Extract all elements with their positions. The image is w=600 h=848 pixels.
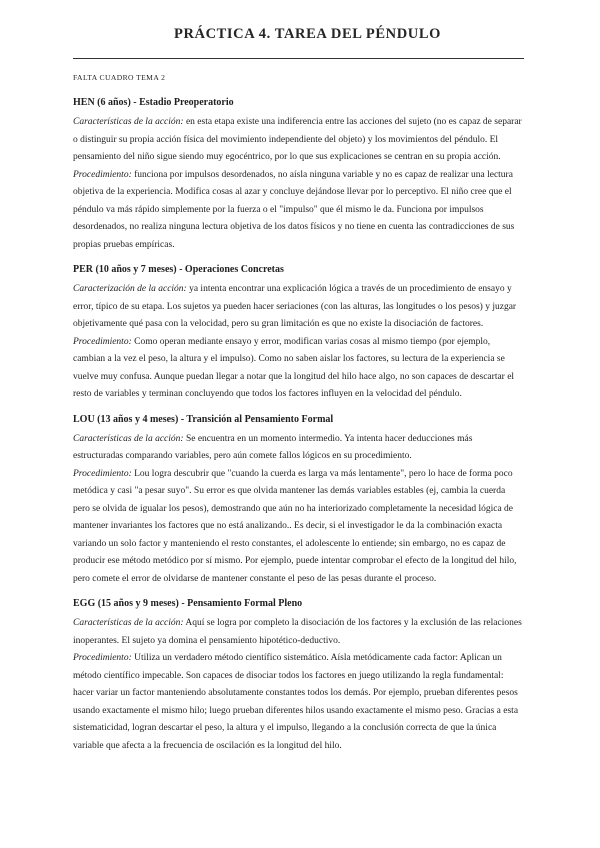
paragraph-text: Lou logra descubrir que "cuando la cuerda es larga va más lentamente", pero lo hace de forma poco metódica y casi "a pesar suyo". Su error es que olvida mantener las demás variables estables (ej, cambia la cuerda pero se olvida de igualar los pesos), demostrando que aún no ha interiorizado completamente la necesidad lógica de mantener invariantes los factores que no está analizando.. Es decir, si el investigador le da la combinación exacta variando un solo factor y manteniendo el resto constantes, el adolescente lo entiende; sin embargo, no es capaz de producir ese método metódico por sí mismo. Por ejemplo, puede intentar comprobar el efecto de la longitud del hilo, pero comete el error de olvidarse de mantener constante el peso de las pesas durante el proceso.: [73, 468, 517, 584]
section-heading: PER (10 años y 7 meses) - Operaciones Concretas: [73, 264, 284, 275]
section-heading: HEN (6 años) - Estadio Preoperatorio: [73, 97, 234, 108]
paragraph-label: Procedimiento:: [73, 468, 132, 479]
paragraph-label: Características de la acción:: [73, 117, 184, 127]
paragraph-text: funciona por impulsos desordenados, no aísla ninguna variable y no es capaz de realizar una lectura objetiva de la experiencia. Modifica cosas al azar y concluye dejándose llevar por lo perceptivo. El niño cree que el péndulo va más rápido simplemente por la fuerza o el "impulso" que él mismo le da. Funciona por impulsos desordenados, no realiza ninguna lectura objetiva de los datos físicos y no tiene en cuenta las contradicciones de sus propias pruebas empíricas.: [73, 169, 515, 250]
paragraph-label: Caracterización de la acción:: [73, 284, 187, 294]
paragraph-text: Aquí se logra por completo la disociación de los factores y la exclusión de las relaciones inoperantes. El sujeto ya domina el pensamiento hipotético-deductivo.: [73, 618, 522, 646]
paragraph-label: Características de la acción:: [73, 618, 184, 628]
section-paragraph: [73, 431, 524, 466]
section-paragraph: [73, 650, 524, 755]
section-hen: [73, 96, 524, 254]
paragraph-text: en esta etapa existe una indiferencia entre las acciones del sujeto (no es capaz de separar o distinguir su propia acción física del movimiento independiente del objeto) y los movimientos del péndulo. El pensamiento del niño sigue siendo muy egocéntrico, por lo que sus explicaciones se centran en su propia acción.: [73, 117, 522, 162]
section-paragraph: [73, 114, 524, 167]
missing-chart-note: FALTA CUADRO TEMA 2: [73, 73, 166, 82]
paragraph-text: ya intenta encontrar una explicación lógica a través de un procedimiento de ensayo y error, típico de su etapa. Los sujetos ya pueden hacer seriaciones (con las alturas, las longitudes o los pesos) y juzgar objetivamente qué pasa con la velocidad, pero su gran limitación es que no existe la disociación de factores.: [73, 284, 517, 329]
section-heading: EGG (15 años y 9 meses) - Pensamiento Formal Pleno: [73, 598, 303, 609]
paragraph-text: Como operan mediante ensayo y error, modifican varias cosas al mismo tiempo (por ejemplo, cambian a la vez el peso, la altura y el impulso). Como no saben aislar los factores, su lectura de la experiencia se vuelve muy confusa. Aunque puedan llegar a notar que la longitud del hilo hace algo, no son capaces de descartar el resto de variables y terminan concluyendo que todos los factores influyen en la velocidad del péndulo.: [73, 336, 515, 399]
page-title: PRÁCTICA 4. TAREA DEL PÉNDULO: [173, 26, 442, 42]
section-paragraph: [73, 334, 524, 404]
paragraph-label: Características de la acción:: [73, 433, 184, 444]
section-lou: [73, 413, 524, 589]
section-paragraph: [73, 167, 524, 255]
paragraph-label: Procedimiento:: [73, 653, 132, 663]
section-heading: LOU (13 años y 4 meses) - Transición al Pensamiento Formal: [73, 413, 334, 425]
paragraph-label: Procedimiento:: [73, 169, 132, 180]
section-paragraph: [73, 281, 524, 334]
title-divider: [73, 58, 524, 59]
paragraph-label: Procedimiento:: [73, 336, 132, 347]
section-paragraph: [73, 466, 524, 589]
section-paragraph: [73, 615, 524, 650]
section-egg: [73, 597, 524, 755]
paragraph-text: Se encuentra en un momento intermedio. Ya intenta hacer deducciones más estructuradas comparando variables, pero aún comete fallos lógicos en su procedimiento.: [73, 433, 473, 461]
section-per: [73, 263, 524, 404]
paragraph-text: Utiliza un verdadero método científico sistemático. Aísla metódicamente cada factor: Aplican un método científico impecable. Son capaces de disociar todos los factores en juego utilizando la regla fundamental: hacer variar un factor manteniendo absolutamente constantes todos los demás. Por ejemplo, prueban diferentes pesos usando exactamente el mismo hilo; luego prueban diferentes hilos usando exactamente el mismo peso. Gracias a esta sistematicidad, logran descartar el peso, la altura y el impulso, llegando a la conclusión correcta de que la única variable que afecta a la frecuencia de oscilación es la longitud del hilo.: [73, 653, 519, 751]
